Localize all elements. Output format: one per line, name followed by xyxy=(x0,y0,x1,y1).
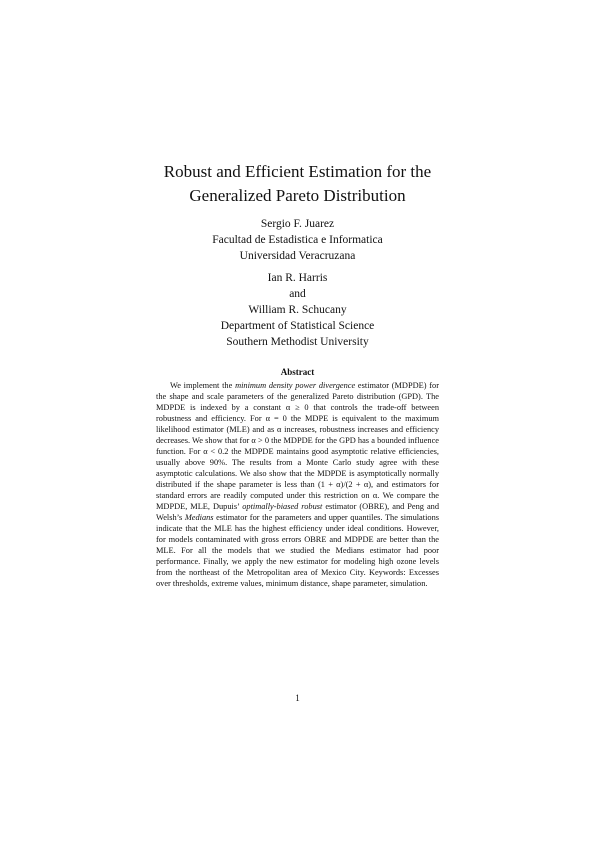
abstract-part-1: We implement the xyxy=(170,381,236,390)
author-affiliation-faculty: Facultad de Estadistica e Informatica xyxy=(212,234,383,246)
abstract-emphasis-mdpd: minimum density power divergence xyxy=(235,381,356,390)
title-line-1: Robust and Efficient Estimation for the xyxy=(163,162,432,181)
author-block-1 xyxy=(0,216,595,264)
author-conjunction: and xyxy=(289,288,306,300)
abstract-emphasis-obre: optimally-biased robust xyxy=(242,502,323,511)
author-name-schucany: William R. Schucany xyxy=(248,304,347,316)
author-name-juarez: Sergio F. Juarez xyxy=(260,218,335,230)
abstract-part-4: estimator for the parameters and upper quantiles. The simulations indicate that the MLE has the highest efficiency under ideal conditions. However, for models contaminated with gross errors OBRE and MDPDE are better than the MLE. For all the models that we studied the Medians estimator had poor performance. Finally, we apply the new estimator for modeling high ozone levels from the northeast of the Metropolitan area of Mexico City. Keywords: Excesses over thresholds, extreme values, minimum distance, shape parameter, simulation. xyxy=(156,513,439,588)
title-line-2: Generalized Pareto Distribution xyxy=(189,186,406,205)
abstract-text xyxy=(156,380,439,589)
paper-title xyxy=(0,160,595,208)
author-name-harris: Ian R. Harris xyxy=(267,272,328,284)
abstract-part-3: estimator (OBRE), and Peng and Welsh’s xyxy=(156,502,440,522)
abstract-part-2: estimator (MDPDE) for the shape and scale parameters of the generalized Pareto distribution (GPD). The MDPDE is indexed by a constant α ≥ 0 that controls the trade-off between robustness and efficiency. For α = 0 the MDPE is equivalent to the maximum likelihood estimator (MLE) and as α increases, robustness increases and efficiency decreases. We show that for α > 0 the MDPDE for the GPD has a bounded influence function. For α < 0.2 the MDPDE maintains good asymptotic relative efficiencies, usually above 90%. The results from a Monte Carlo study agree with these asymptotic calculations. We also show that the MDPDE is asymptotically normally distributed if the shape parameter is less than (1 + α)/(2 + α), and estimators for standard errors are readily computed under this restriction on α. We compare the MDPDE, MLE, Dupuis’ xyxy=(156,381,439,511)
author-affiliation-university: Universidad Veracruzana xyxy=(239,250,356,262)
abstract-emphasis-medians: Medians xyxy=(184,513,214,522)
abstract-heading: Abstract xyxy=(280,367,315,377)
author-university: Southern Methodist University xyxy=(226,336,369,348)
author-department: Department of Statistical Science xyxy=(220,320,375,332)
page-number: 1 xyxy=(295,693,300,703)
author-block-2 xyxy=(0,270,595,350)
